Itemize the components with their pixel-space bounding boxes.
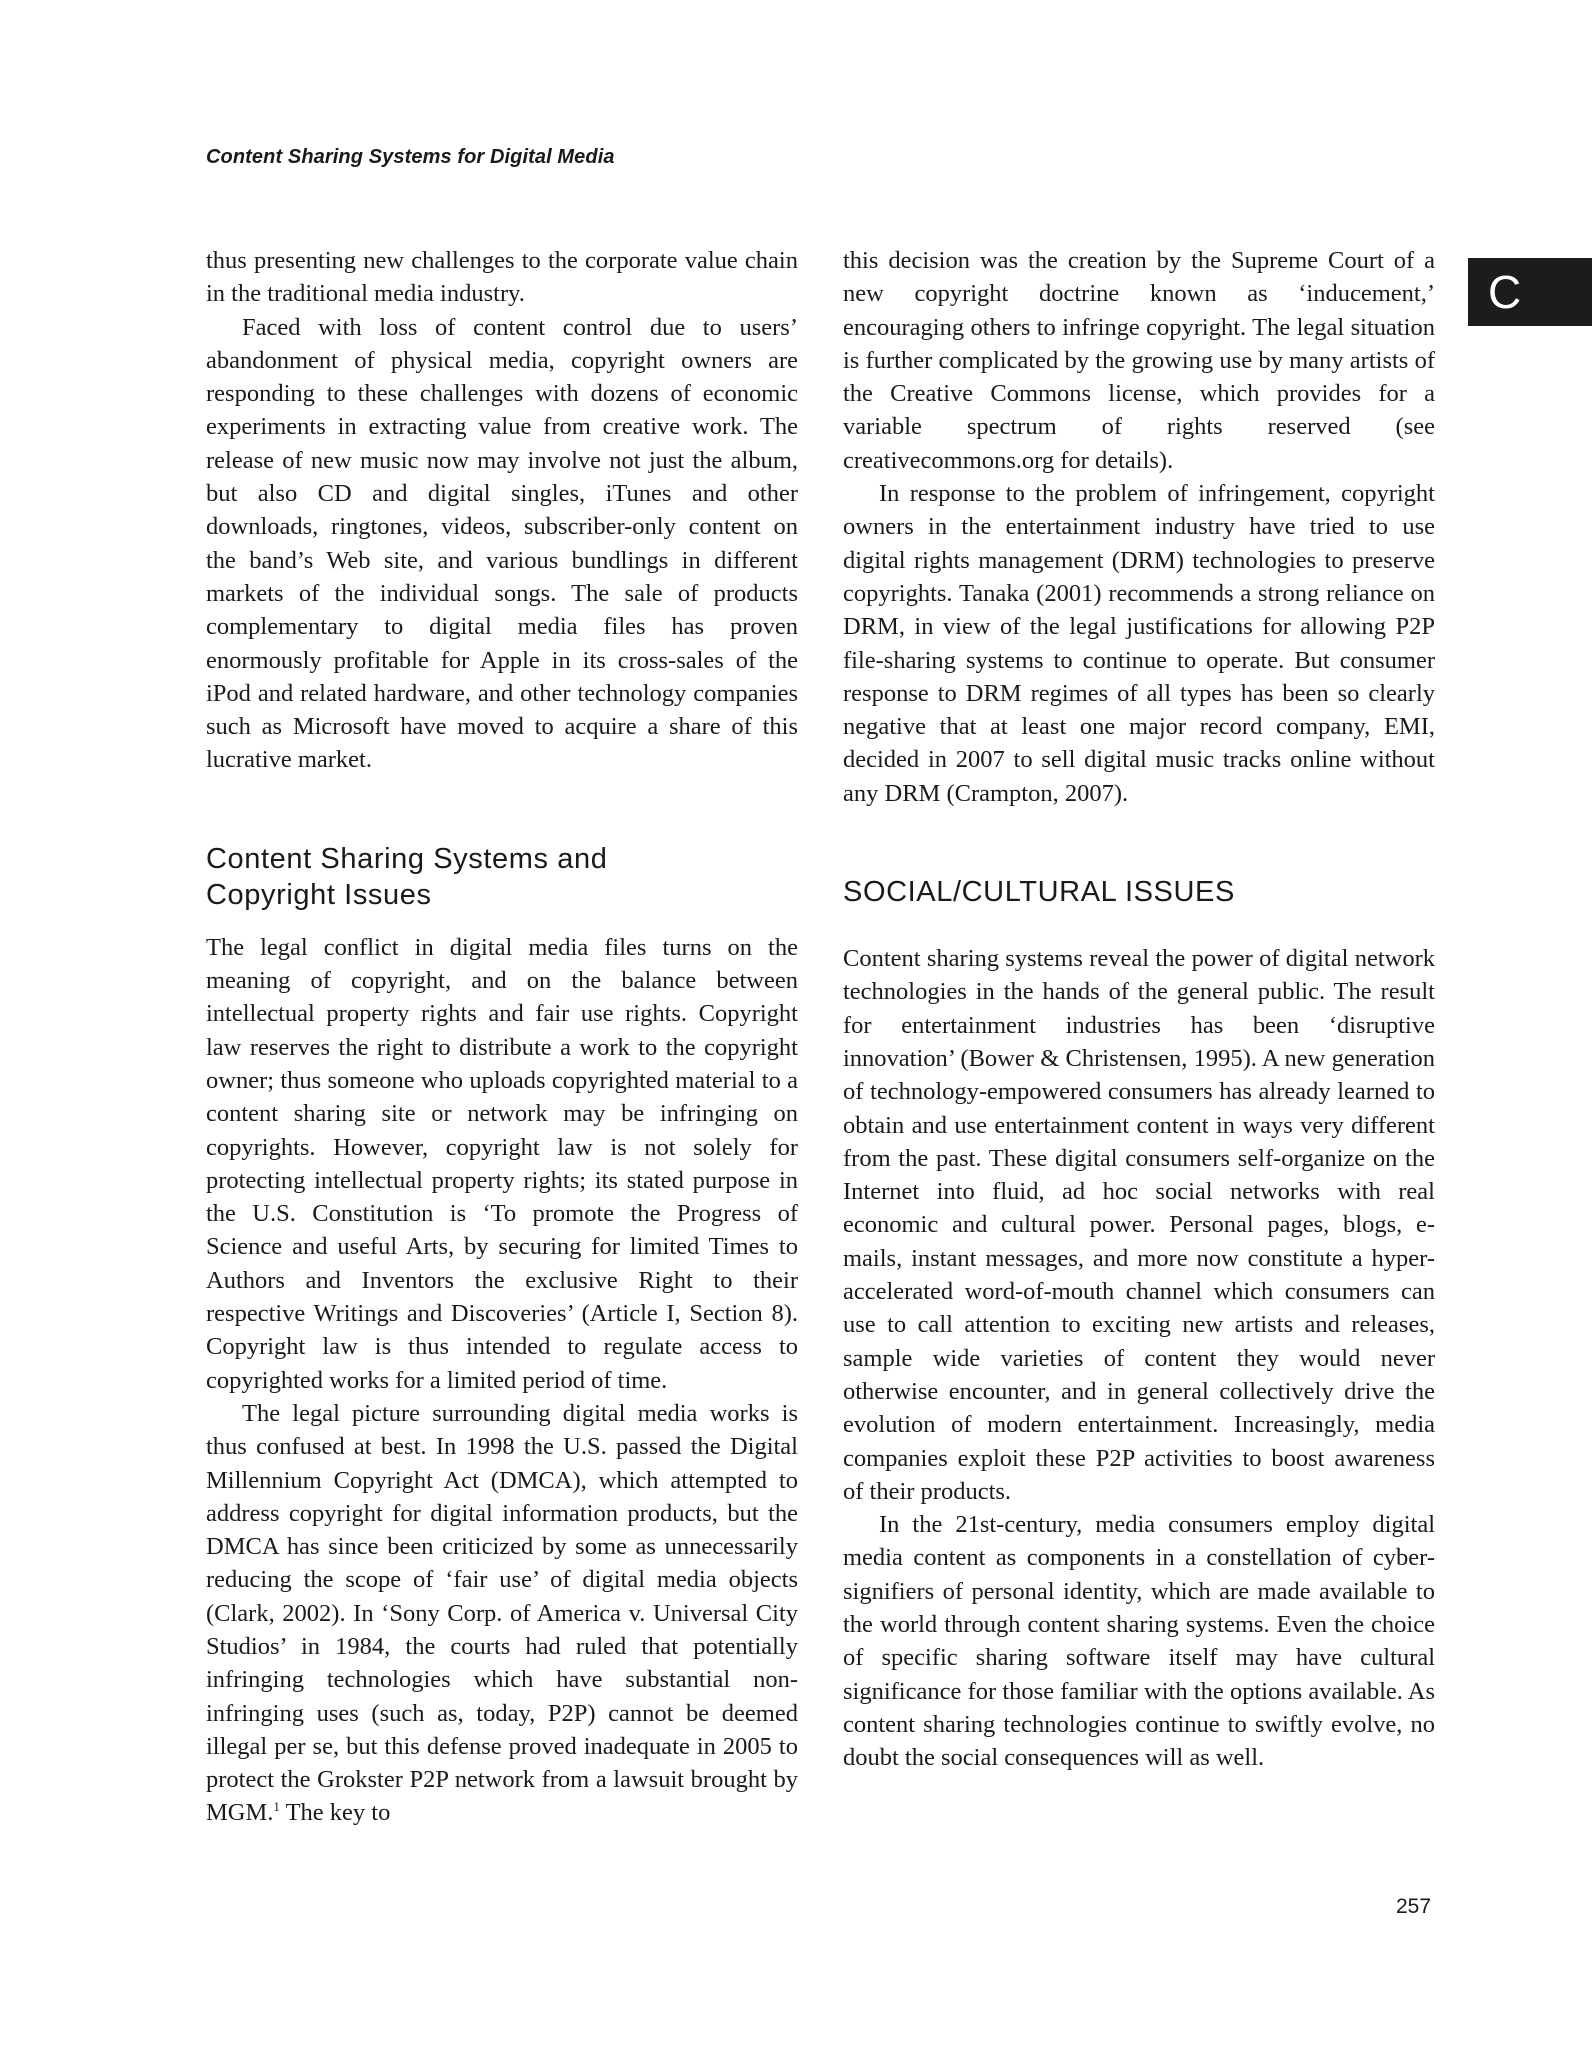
left-paragraph-2: Faced with loss of content control due to users’ abandonment of physical media, copyright owners are responding to these challenges with dozens of economic experiments in extracting value from creative work. The release of new music now may involve not just the album, but also CD and digital singles, iTunes and other downloads, ringtones, videos, subscriber-only content on the band’s Web site, and various bundlings in different markets of the individual songs. The sale of products complementary to digital media files has proven enormously profitable for Apple in its cross-sales of the iPod and related hardware, and other technology companies such as Microsoft have moved to acquire a share of this lucrative market. bbox=[206, 313, 798, 774]
heading-line-2: Copyright Issues bbox=[206, 878, 432, 911]
footnote-marker: 1 bbox=[273, 1799, 280, 1815]
right-paragraph-1: this decision was the creation by the Supreme Court of a new copyright doctrine known as ‘inducement,’ encouraging others to infringe copyright. The legal situation is further complicated by the growing use by many artists of the Creative Commons license, which provides for a variable spectrum of rights reserved (see creativecommons.org for details). bbox=[843, 247, 1435, 474]
left-column bbox=[206, 244, 798, 1830]
running-title: Content Sharing Systems for Digital Media bbox=[206, 146, 615, 168]
section-tab bbox=[1468, 258, 1592, 326]
section-tab-letter: C bbox=[1488, 266, 1522, 318]
left-paragraph-3: The legal conflict in digital media files turns on the meaning of copyright, and on the balance between intellectual property rights and fair use rights. Copyright law reserves the right to distribute a work to the copyright owner; thus someone who uploads copyrighted material to a content sharing site or network may be infringing on copyrights. However, copyright law is not solely for protecting intellectual property rights; its stated purpose in the U.S. Constitution is ‘To promote the Progress of Science and useful Arts, by securing for limited Times to Authors and Inventors the exclusive Right to their respective Writings and Discoveries’ (Article I, Section 8). Copyright law is thus intended to regulate access to copyrighted works for a limited period of time. bbox=[206, 933, 798, 1394]
left-paragraph-1: thus presenting new challenges to the corporate value chain in the traditional media industry. bbox=[206, 247, 798, 308]
right-paragraph-3: Content sharing systems reveal the power of digital network technologies in the hands of the general public. The result for entertainment industries has been ‘disruptive innovation’ (Bower & Christensen, 1995). A new generation of technology-empowered consumers has already learned to obtain and use entertainment content in ways very different from the past. These digital consumers self-organize on the Internet into fluid, ad hoc social networks with real economic and cultural power. Personal pages, blogs, e-mails, instant messages, and more now constitute a hyper-accelerated word-of-mouth channel which consumers can use to call attention to exciting new artists and releases, sample wide varieties of content they would never otherwise encounter, and in general collectively drive the evolution of modern entertainment. Increasingly, media companies exploit these P2P activities to boost awareness of their products. bbox=[843, 945, 1435, 1505]
left-paragraph-4 bbox=[206, 1397, 798, 1830]
section-heading-social-cultural: SOCIAL/CULTURAL ISSUES bbox=[843, 876, 1235, 909]
left-paragraph-4-text: The legal picture surrounding digital media works is thus confused at best. In 1998 the U.S. passed the Digital Millennium Copyright Act (DMCA), which attempted to address copyright for digital information products, but the DMCA has since been criticized by some as unnecessarily reducing the scope of ‘fair use’ of digital media objects (Clark, 2002). In ‘Sony Corp. of America v. Universal City Studios’ in 1984, the courts had ruled that potentially infringing technologies which have substantial non-infringing uses (such as, today, P2P) cannot be deemed illegal per se, but this defense proved inadequate in 2005 to protect the Grokster P2P network from a lawsuit brought by MGM. bbox=[206, 1399, 798, 1827]
right-paragraph-2: In response to the problem of infringement, copyright owners in the entertainment industry have tried to use digital rights management (DRM) technologies to preserve copyrights. Tanaka (2001) recommends a strong reliance on DRM, in view of the legal justifications for allowing P2P file-sharing systems to continue to operate. But consumer response to DRM regimes of all types has been so clearly negative that at least one major record company, EMI, decided in 2007 to sell digital music tracks online without any DRM (Crampton, 2007). bbox=[843, 480, 1435, 807]
section-heading-copyright bbox=[206, 841, 798, 913]
right-column bbox=[843, 244, 1435, 1774]
left-paragraph-4-tail: The key to bbox=[279, 1799, 391, 1827]
heading-line-1: Content Sharing Systems and bbox=[206, 842, 608, 875]
page-number: 257 bbox=[1396, 1895, 1432, 1918]
right-paragraph-4: In the 21st-century, media consumers employ digital media content as components in a constellation of cyber-signifiers of personal identity, which are made available to the world through content sharing systems. Even the choice of specific sharing software itself may have cultural significance for those familiar with the options available. As content sharing technologies continue to swiftly evolve, no doubt the social consequences will as well. bbox=[843, 1511, 1435, 1772]
